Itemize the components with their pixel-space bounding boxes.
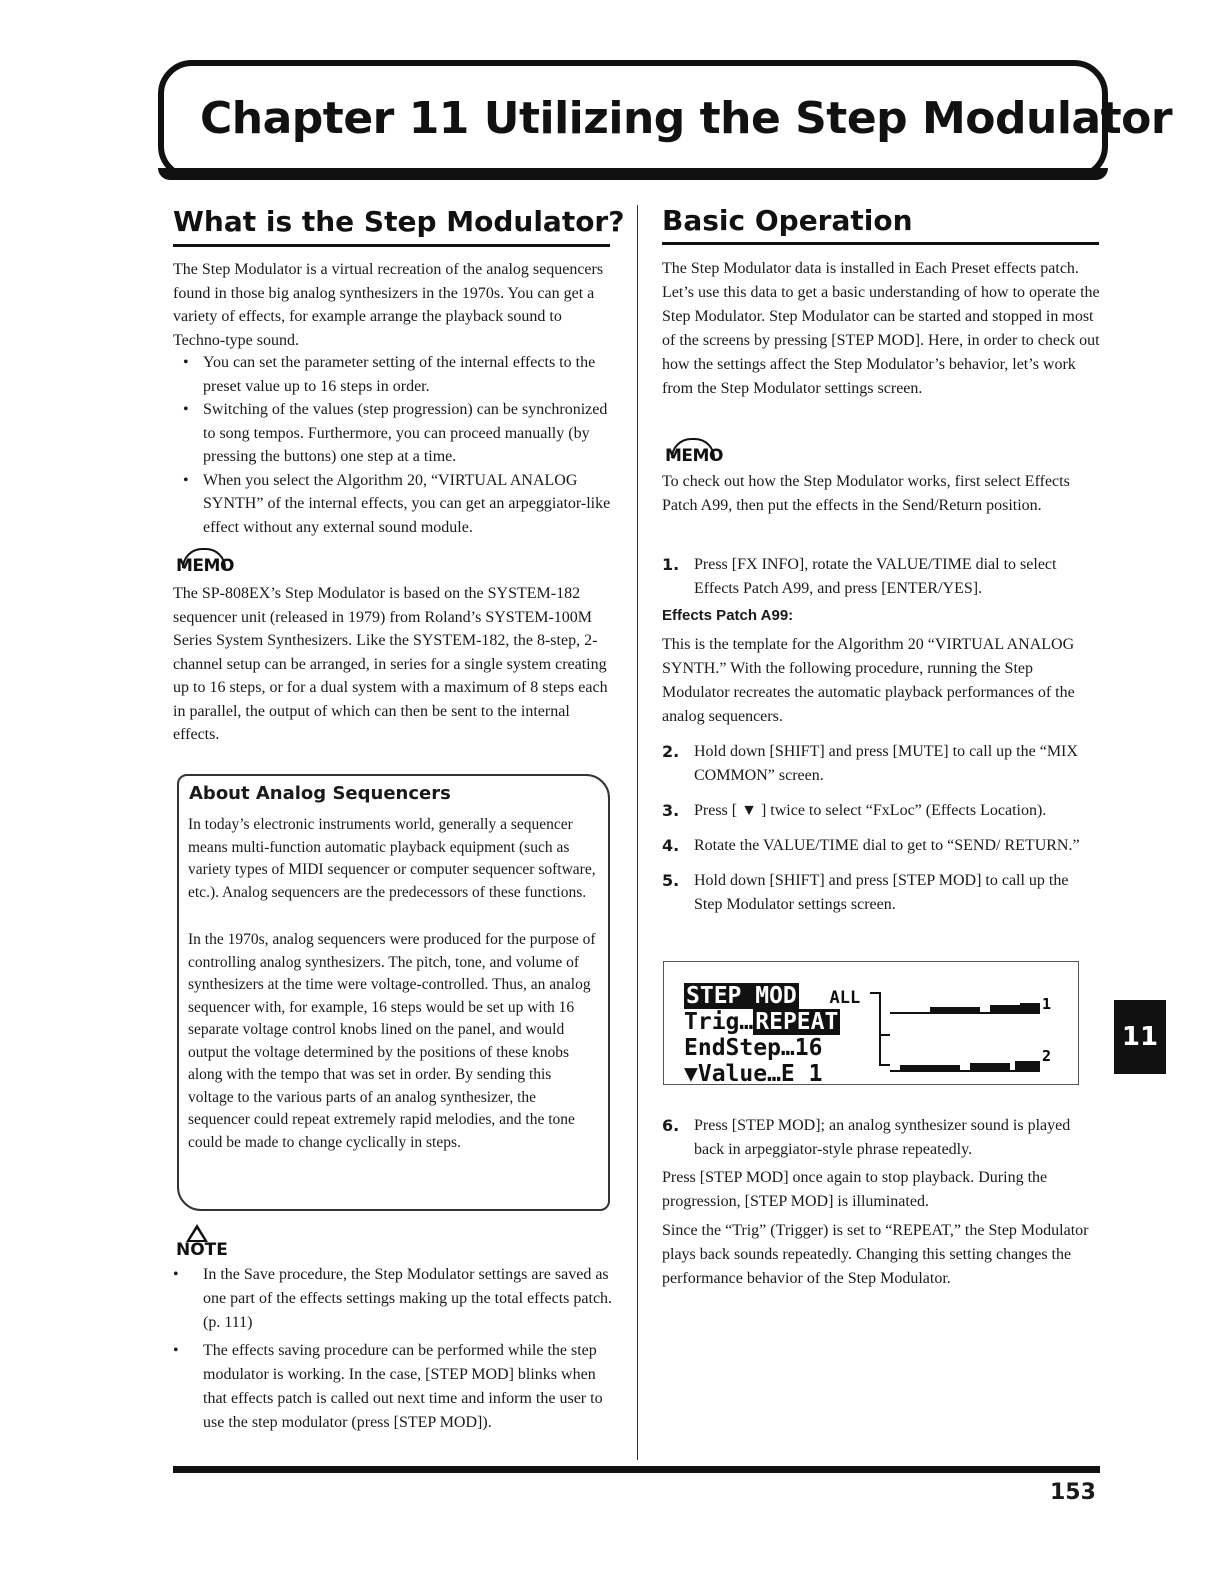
chapter-title: Chapter 11 Utilizing the Step Modulator bbox=[200, 93, 1173, 144]
memo-text-left: The SP-808EX’s Step Modulator is based on the SYSTEM-182 sequencer unit (released in 1979) from Roland’s SYSTEM-100M Series System Synthesizers. Like the SYSTEM-182, the 8-step, 2-channel setup can be arranged, in series for a single system creating up to 16 steps, or for a dual system with a maximum of 8 steps each in parallel, the output of which can then be sent to the internal effects. bbox=[173, 585, 608, 743]
list-item: 5. Hold down [SHIFT] and press [STEP MOD] to call up the Step Modulator settings screen. bbox=[662, 871, 1069, 913]
step-graph bbox=[860, 985, 1060, 1077]
list-item: 3. Press [ ▼ ] twice to select “FxLoc” (Effects Location). bbox=[662, 801, 1047, 820]
list-item: • When you select the Algorithm 20, “VIRTUAL ANALOG SYNTH” of the internal effects, you can get an arpeggiator-like effect without any external sound module. bbox=[183, 471, 611, 536]
lcd-all: ALL bbox=[798, 988, 861, 1008]
note-icon: NOTE bbox=[176, 1240, 228, 1260]
about-title: About Analog Sequencers bbox=[189, 783, 451, 804]
chapter-tab: 11 bbox=[1114, 1000, 1166, 1074]
about-para-1: In today’s electronic instruments world, generally a sequencer means multi-function automatic playback equipment (such as variety types of MIDI sequencer or computer sequencer software, etc.). Analog sequencers are the predecessors of these functions. bbox=[188, 816, 596, 901]
list-item: • Switching of the values (step progression) can be synchronized to song tempos. Furthermore, you can proceed manually (by pressing the buttons) one step at a time. bbox=[183, 401, 608, 465]
page-number: 153 bbox=[1050, 1480, 1096, 1505]
list-item: 2. Hold down [SHIFT] and press [MUTE] to call up the “MIX COMMON” screen. bbox=[662, 742, 1078, 784]
effects-patch-heading: Effects Patch A99: bbox=[662, 607, 794, 624]
lcd-trig-value: REPEAT bbox=[755, 1009, 839, 1035]
graph-channel-2: 2 bbox=[1042, 1047, 1052, 1065]
heading-basic-operation: Basic Operation bbox=[662, 204, 913, 237]
note-list bbox=[173, 1263, 613, 1435]
step-list-3 bbox=[662, 1114, 1098, 1162]
list-item: • You can set the parameter setting of the internal effects to the preset value up to 16 steps in order. bbox=[183, 354, 596, 395]
lcd-value: ▼Value…E 1 bbox=[684, 1061, 823, 1087]
lcd-title: STEP MOD bbox=[686, 983, 797, 1009]
left-intro: The Step Modulator is a virtual recreation of the analog sequencers found in those big analog synthesizers in the 1970s. You can get a variety of effects, for example arrange the playback sound to Techno-type sound. bbox=[173, 261, 604, 349]
memo-icon: MEMO bbox=[176, 556, 234, 576]
memo-text-right: To check out how the Step Modulator works, first select Effects Patch A99, then put the effects in the Send/Return position. bbox=[662, 473, 1070, 514]
lcd-endstep: EndStep…16 bbox=[684, 1035, 823, 1061]
list-item: 6. Press [STEP MOD]; an analog synthesizer sound is played back in arpeggiator-style phrase repeatedly. bbox=[662, 1116, 1071, 1158]
right-intro: The Step Modulator data is installed in Each Preset effects patch. Let’s use this data to get a basic understanding of how to operate the Step Modulator. Step Modulator can be started and stopped in most of the screens by pressing [STEP MOD]. Here, in order to check out how the settings affect the Step Modulator’s behavior, let’s work from the Step Modulator settings screen. bbox=[662, 260, 1100, 397]
after-text-2: Since the “Trig” (Trigger) is set to “REPEAT,” the Step Modulator plays back sounds repeatedly. Changing this setting changes the performance behavior of the Step Modulator. bbox=[662, 1222, 1089, 1287]
about-para-2: In the 1970s, analog sequencers were produced for the purpose of controlling analog synthesizers. The pitch, tone, and volume of synthesizers at the time were voltage-controlled. Thus, an analog sequencer with, for example, 16 steps would be set up with 16 separate voltage control knobs lined on the panel, and would output the voltage determined by the positions of these knobs along with the tempo that was set in order. By sending this voltage to the various parts of an analog synthesizer, the sequencer could repeat extremely rapid melodies, and the tone could be made to change cyclically in steps. bbox=[188, 931, 596, 1151]
graph-channel-1: 1 bbox=[1042, 995, 1052, 1013]
list-item: • In the Save procedure, the Step Modulator settings are saved as one part of the effects settings making up the total effects patch. (p. 111) bbox=[173, 1266, 613, 1331]
step-list-1 bbox=[662, 553, 1098, 601]
list-item: • The effects saving procedure can be performed while the step modulator is working. In the case, [STEP MOD] blinks when that effects patch is called out next time and inform the user to use the step modulator (press [STEP MOD]). bbox=[173, 1342, 603, 1431]
after-text-1: Press [STEP MOD] once again to stop playback. During the progression, [STEP MOD] is illuminated. bbox=[662, 1169, 1048, 1210]
lcd-trig-label: Trig… bbox=[684, 1009, 754, 1035]
heading-rule-left bbox=[173, 244, 610, 247]
list-item: 4. Rotate the VALUE/TIME dial to get to “SEND/ RETURN.” bbox=[662, 836, 1080, 855]
list-item: 1. Press [FX INFO], rotate the VALUE/TIME dial to select Effects Patch A99, and press [ENTER/YES]. bbox=[662, 555, 1057, 597]
footer-rule bbox=[173, 1466, 1100, 1473]
step-list-2 bbox=[662, 740, 1098, 917]
column-divider bbox=[637, 205, 638, 1460]
heading-what-is: What is the Step Modulator? bbox=[173, 205, 625, 238]
heading-rule-right bbox=[662, 242, 1099, 245]
effects-patch-text: This is the template for the Algorithm 20 “VIRTUAL ANALOG SYNTH.” With the following procedure, running the Step Modulator recreates the automatic playback performances of the analog sequencers. bbox=[662, 636, 1075, 725]
lcd-screen bbox=[684, 983, 860, 1087]
memo-icon: MEMO bbox=[665, 446, 723, 466]
feature-list bbox=[173, 351, 613, 539]
